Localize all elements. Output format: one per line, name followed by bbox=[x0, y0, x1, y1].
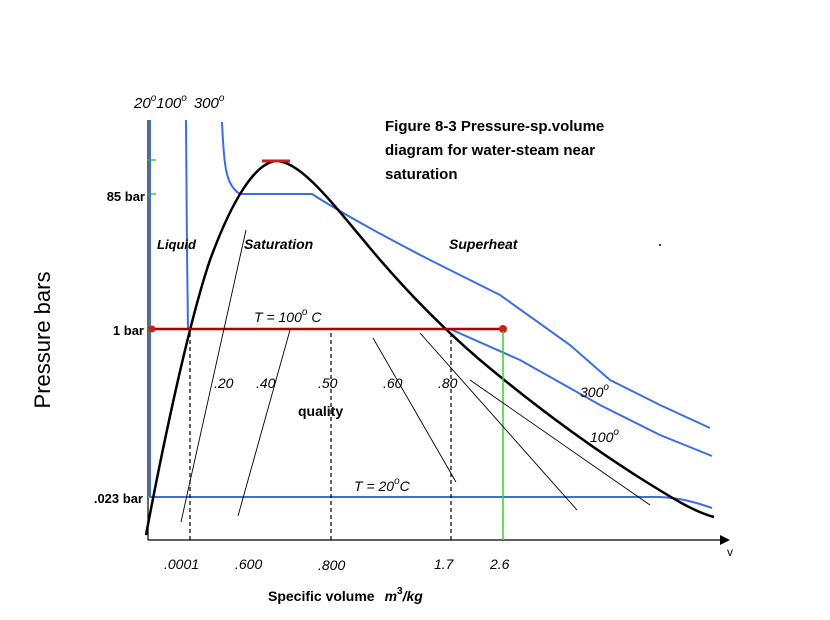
quality-label: quality bbox=[298, 403, 344, 419]
quality-line-40 bbox=[238, 330, 290, 516]
quality-value-40: .40 bbox=[256, 375, 276, 391]
quality-value-50: .50 bbox=[318, 375, 338, 391]
quality-line-80a bbox=[420, 333, 577, 510]
isobar-1bar-start-dot bbox=[149, 326, 156, 333]
figure-title-line3: saturation bbox=[385, 166, 458, 183]
saturation-dome bbox=[146, 161, 714, 535]
ytick-label-85: 85 bar bbox=[106, 189, 145, 204]
x-axis-arrow-label: v bbox=[727, 545, 733, 559]
stray-dot bbox=[659, 244, 661, 246]
label-T-100C: $T = 100^o$ C bbox=[254, 307, 322, 325]
isotherm-20C-isobar bbox=[150, 497, 712, 508]
label-right-300: 300$^o$ bbox=[580, 382, 609, 400]
ytick-label-023: .023 bar bbox=[93, 491, 143, 506]
xtick-label-0001: .0001 bbox=[164, 556, 200, 572]
quality-value-60: .60 bbox=[383, 375, 403, 391]
region-saturation: Saturation bbox=[244, 236, 314, 252]
label-T-20C: $T = 20^oC$ bbox=[354, 476, 410, 494]
y-axis-title: Pressure bars bbox=[30, 271, 55, 409]
quality-line-80b bbox=[470, 380, 650, 505]
figure-title-line1: Figure 8-3 Pressure-sp.volume bbox=[385, 118, 605, 135]
quality-value-80: .80 bbox=[438, 375, 458, 391]
x-axis-arrowhead bbox=[720, 535, 730, 545]
xtick-label-1-7: 1.7 bbox=[434, 556, 454, 572]
x-axis-title: Specific volume $m^3/kg$ bbox=[268, 586, 423, 604]
region-superheat: Superheat bbox=[449, 236, 518, 252]
figure-title-line2: diagram for water-steam near bbox=[385, 142, 596, 159]
label-right-100: 100$^o$ bbox=[590, 427, 619, 445]
xtick-label-800: .800 bbox=[318, 557, 346, 573]
xtick-label-2-6: 2.6 bbox=[490, 556, 510, 572]
ytick-label-1: 1 bar bbox=[112, 323, 144, 338]
quality-value-20: .20 bbox=[214, 375, 234, 391]
region-liquid: Liquid bbox=[157, 237, 196, 252]
xtick-label-600: .600 bbox=[235, 556, 263, 572]
top-temp-labels: 20$^o$100$^o$ 300$^o$ bbox=[134, 93, 225, 112]
